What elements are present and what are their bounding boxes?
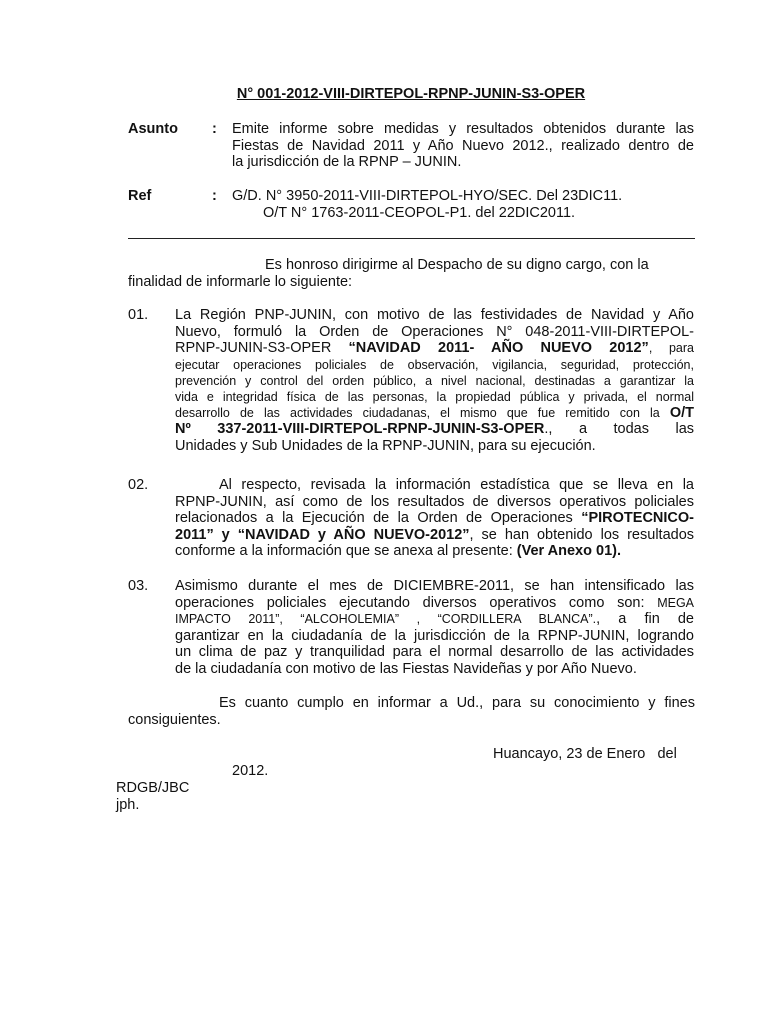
- p01-line: La Región PNP-JUNIN, con motivo de las festividades de Navidad y Año: [175, 307, 694, 323]
- ref-line-2: O/T N° 1763-2011-CEOPOL-P1. del 22DIC2011.: [263, 205, 576, 221]
- paragraph-03: [175, 578, 694, 677]
- asunto-line: Emite informe sobre medidas y resultados obtenidos durante las: [232, 121, 694, 137]
- paragraph-01: [175, 307, 694, 454]
- asunto-label: Asunto: [128, 121, 178, 137]
- p02-line: relacionados a la Ejecución de la Orden de Operaciones “PIROTECNICO-: [175, 510, 694, 526]
- paragraph-03-number: 03.: [128, 578, 149, 594]
- year: 2012.: [232, 763, 269, 779]
- p01-line: Nuevo, formuló la Orden de Operaciones N° 048-2011-VIII-DIRTEPOL-: [175, 323, 694, 340]
- p02-line: 2011” y “NAVIDAD y AÑO NUEVO-2012”, se han obtenido los resultados: [175, 526, 695, 543]
- p01-line: Nº 337-2011-VIII-DIRTEPOL-RPNP-JUNIN-S3-OPER., a todas las: [175, 421, 695, 437]
- asunto-text: [232, 121, 694, 171]
- p01-line: prevención y control del orden público, a nivel nacional, destinadas a garantizar la: [175, 373, 694, 388]
- closing-line-1: Es cuanto cumplo en informar a Ud., para su conocimiento y fines: [219, 695, 695, 711]
- asunto-colon: :: [212, 121, 217, 137]
- paragraph-01-number: 01.: [128, 307, 149, 323]
- p01-line: Unidades y Sub Unidades de la RPNP-JUNIN, para su ejecución.: [175, 437, 596, 454]
- p01-line: desarrollo de las actividades ciudadanas, el mismo que fue remitido con la O/T: [175, 404, 694, 421]
- p03-line: de la ciudadanía con motivo de las Fiestas Navideñas y por Año Nuevo.: [175, 660, 637, 677]
- paragraph-02: [175, 477, 694, 560]
- p01-line: ejecutar operaciones policiales de observación, vigilancia, seguridad, protección,: [175, 357, 694, 372]
- p03-line: IMPACTO 2011”, “ALCOHOLEMIA” , “CORDILLERA BLANCA”., a fin de: [175, 611, 694, 627]
- separator-line: [128, 238, 695, 239]
- initials-primary: RDGB/JBC: [116, 780, 190, 796]
- p01-line: RPNP-JUNIN-S3-OPER “NAVIDAD 2011- AÑO NUEVO 2012”, para: [175, 340, 694, 356]
- ref-label: Ref: [128, 188, 152, 204]
- place-date: Huancayo, 23 de Enero del: [493, 746, 677, 762]
- p03-line: Asimismo durante el mes de DICIEMBRE-2011, se han intensificado las: [175, 578, 694, 594]
- p02-line: conforme a la información que se anexa al presente: (Ver Anexo 01).: [175, 543, 621, 559]
- paragraph-02-number: 02.: [128, 477, 149, 493]
- asunto-line: la jurisdicción de la RPNP – JUNIN.: [232, 154, 462, 170]
- ref-colon: :: [212, 188, 217, 204]
- asunto-line: Fiestas de Navidad 2011 y Año Nuevo 2012., realizado dentro de: [232, 137, 694, 154]
- p01-line: vida e integridad física de las personas, la propiedad pública y privada, el normal: [175, 389, 694, 404]
- intro-line-1: Es honroso dirigirme al Despacho de su digno cargo, con la: [265, 257, 649, 273]
- document-number-title: N° 001-2012-VIII-DIRTEPOL-RPNP-JUNIN-S3-OPER: [236, 86, 586, 102]
- p03-line: garantizar en la ciudadanía de la jurisdicción de la RPNP-JUNIN, logrando: [175, 627, 694, 644]
- p03-line: un clima de paz y tranquilidad para el normal desarrollo de las actividades: [175, 644, 694, 660]
- closing-line-2: consiguientes.: [128, 712, 221, 728]
- p02-line: RPNP-JUNIN, así como de los resultados de diversos operativos policiales: [175, 493, 694, 510]
- initials-typist: jph.: [116, 797, 140, 813]
- p03-line: operaciones policiales ejecutando diversos operativos como son: MEGA: [175, 594, 694, 611]
- ref-line-1: G/D. N° 3950-2011-VIII-DIRTEPOL-HYO/SEC. Del 23DIC11.: [232, 188, 623, 204]
- p02-line: Al respecto, revisada la información estadística que se lleva en la: [219, 477, 694, 493]
- intro-line-2: finalidad de informarle lo siguiente:: [128, 274, 353, 290]
